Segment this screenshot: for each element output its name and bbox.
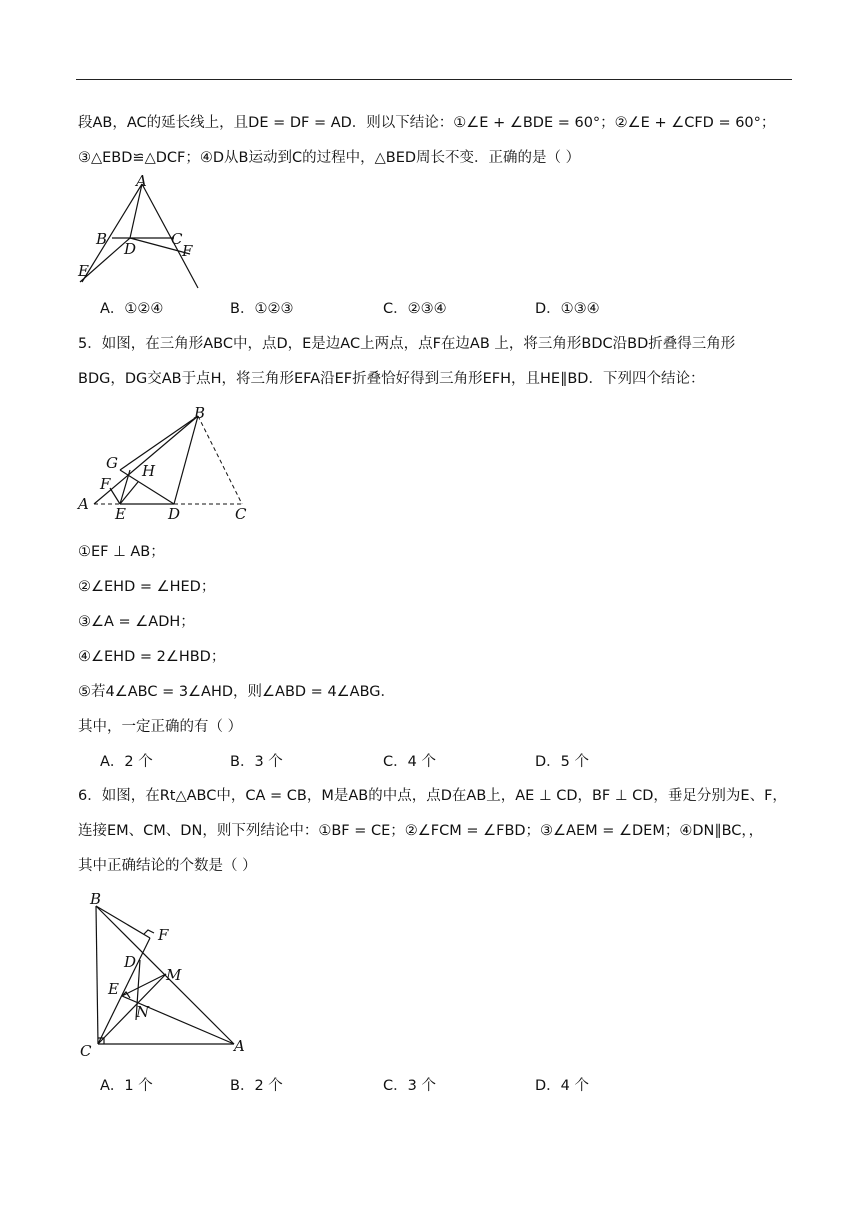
q6-option-b[interactable]: B．2 个 (230, 1078, 283, 1094)
q4-options (100, 299, 600, 319)
q5-conclusion-1: ①EF ⊥ AB； (78, 544, 165, 560)
q5-conclusion-3: ③∠A = ∠ADH； (78, 614, 195, 630)
q5-label-C: C (235, 505, 247, 523)
q4-figure (70, 172, 210, 297)
q5-text-line-1: 5．如图，在三角形ABC中，点D，E是边AC上两点，点F在边AB 上，将三角形BDC沿BD折叠得三角形 (78, 336, 736, 352)
q5-option-a[interactable]: A．2 个 (100, 754, 153, 770)
q4-label-D: D (124, 240, 137, 258)
q6-label-M: M (166, 966, 182, 984)
q5-text-line-2: BDG，DG交AB于点H，将三角形EFA沿EF折叠恰好得到三角形EFH，且HE∥BD．下列四个结论： (78, 371, 705, 387)
q6-option-c[interactable]: C．3 个 (383, 1078, 436, 1094)
q6-label-A: A (234, 1037, 245, 1055)
q5-prompt: 其中，一定正确的有（ ） (78, 719, 243, 735)
q6-label-N: N (136, 1003, 150, 1021)
q4-label-C: C (171, 230, 183, 248)
q6-text-line-3: 其中正确结论的个数是（ ） (78, 858, 257, 874)
q6-label-D: D (124, 953, 137, 971)
q5-label-B: B (194, 404, 206, 422)
q4-label-E: E (78, 262, 89, 280)
q4-option-c[interactable]: C．②③④ (383, 301, 447, 317)
q5-option-b[interactable]: B．3 个 (230, 754, 283, 770)
header-rule (76, 79, 792, 80)
q6-label-E: E (108, 980, 119, 998)
q6-text-line-1: 6．如图，在Rt△ABC中，CA = CB，M是AB的中点，点D在AB上，AE ⊥ CD，BF ⊥ CD，垂足分别为E、F， (78, 788, 787, 804)
q5-label-E: E (115, 505, 126, 523)
q4-text-line-1: 段AB，AC的延长线上，且DE = DF = AD．则以下结论：①∠E + ∠BDE = 60°；②∠E + ∠CFD = 60°； (78, 115, 776, 131)
q5-conclusion-4: ④∠EHD = 2∠HBD； (78, 649, 226, 665)
q6-options (100, 1076, 589, 1096)
q4-label-F: F (182, 242, 193, 260)
q5-label-G: G (106, 454, 118, 472)
q5-option-d[interactable]: D．5 个 (535, 754, 589, 770)
q6-label-F: F (158, 926, 169, 944)
q5-conclusion-2: ②∠EHD = ∠HED； (78, 579, 216, 595)
q4-option-b[interactable]: B．①②③ (230, 301, 294, 317)
q6-label-B: B (90, 890, 102, 908)
q4-label-B: B (96, 230, 108, 248)
q5-label-H: H (142, 462, 156, 480)
q6-option-a[interactable]: A．1 个 (100, 1078, 153, 1094)
q6-label-C: C (80, 1042, 92, 1060)
q6-figure (74, 882, 259, 1062)
q5-option-c[interactable]: C．4 个 (383, 754, 436, 770)
q6-option-d[interactable]: D．4 个 (535, 1078, 589, 1094)
q5-options (100, 752, 589, 772)
q6-text-line-2: 连接EM、CM、DN，则下列结论中：①BF = CE；②∠FCM = ∠FBD；③∠AEM = ∠DEM；④DN∥BC，， (78, 823, 764, 839)
q5-conclusion-5: ⑤若4∠ABC = 3∠AHD，则∠ABD = 4∠ABG． (78, 684, 396, 700)
q4-option-d[interactable]: D．①③④ (535, 301, 600, 317)
q4-label-A: A (136, 172, 147, 190)
q4-option-a[interactable]: A．①②④ (100, 301, 164, 317)
q4-text-line-2: ③△EBD≌△DCF；④D从B运动到C的过程中，△BED周长不变．正确的是（ ） (78, 150, 581, 166)
q5-label-F: F (100, 475, 111, 493)
q5-label-D: D (168, 505, 181, 523)
q5-figure (74, 400, 254, 525)
q5-label-A: A (78, 495, 89, 513)
